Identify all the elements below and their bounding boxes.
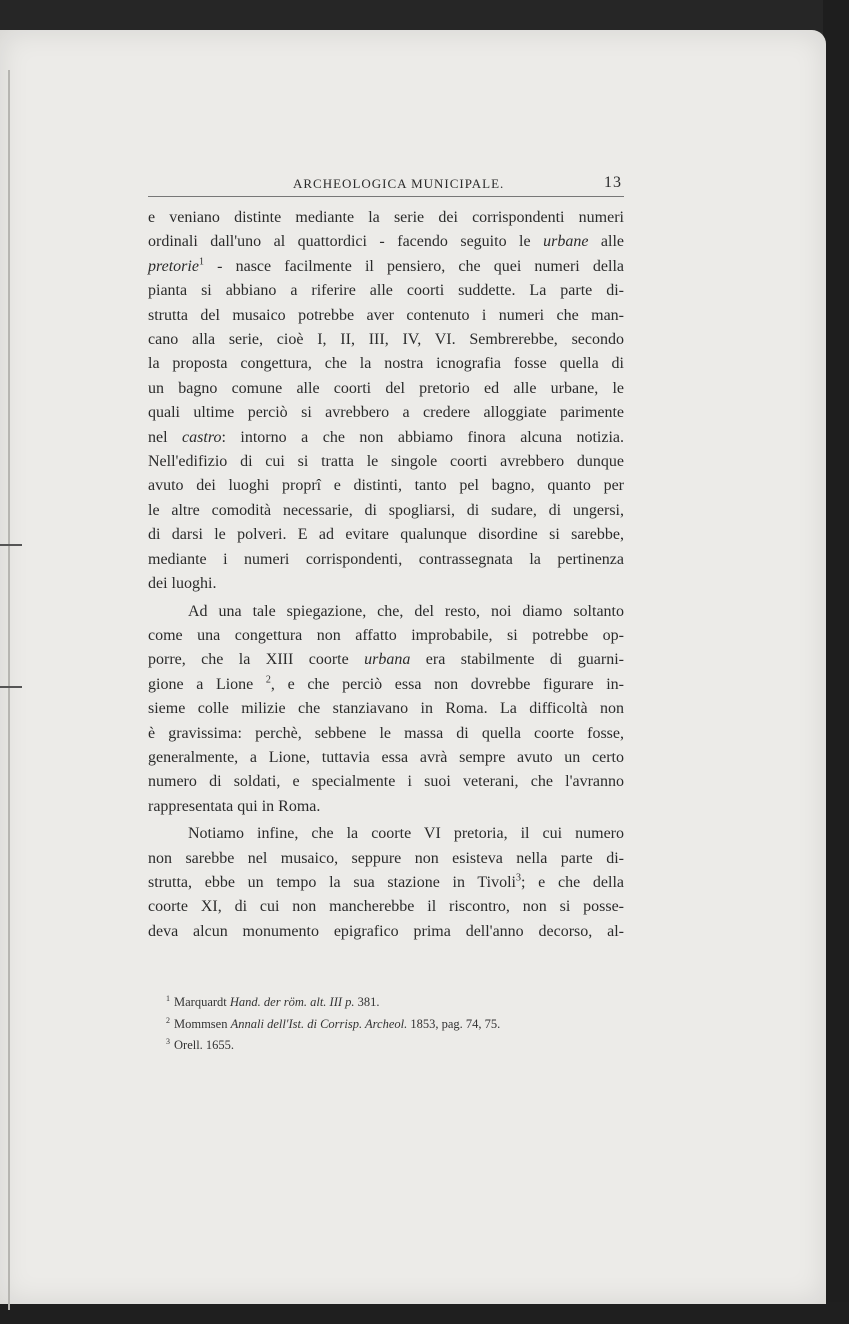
footnote-mark: 3 [166, 1037, 170, 1047]
scan-border-bottom [0, 1302, 849, 1324]
footnote-mark: 2 [166, 1015, 170, 1025]
text-line: le altre comodità necessarie, di spogliarsi, di sudare, di ungersi, [148, 501, 624, 519]
text-line: di darsi le polveri. E ad evitare qualunque disordine si sarebbe, [148, 526, 624, 544]
text-line: Nell'edifizio di cui si tratta le singole coorti avrebbero dunque [148, 453, 624, 471]
text-line: Notiamo infine, che la coorte VI pretoria, il cui numero [188, 825, 624, 843]
text-line: numero di soldati, e specialmente i suoi veterani, che l'avranno [148, 773, 624, 791]
text-line: porre, che la XIII coorte urbana era stabilmente di guarni- [148, 651, 624, 669]
running-title: ARCHEOLOGICA MUNICIPALE. [293, 176, 505, 191]
italic-word: urbane [543, 233, 589, 251]
scan-border-top [0, 0, 849, 32]
margin-mark [0, 544, 22, 546]
text-line: Ad una tale spiegazione, che, del resto, noi diamo soltanto [188, 602, 624, 620]
text-line: strutta, ebbe un tempo la sua stazione in Tivoli$^3$; e che della [148, 872, 625, 891]
text-line: sieme colle milizie che stanziavano in Roma. La difficoltà non [148, 700, 624, 718]
text-line: come una congettura non affatto improbabile, si potrebbe op- [148, 626, 624, 644]
footnote-ref: 3 [515, 872, 521, 884]
binding-edge [8, 70, 10, 1310]
text-line: è gravissima: perchè, sebbene le massa di quella coorte fosse, [148, 724, 624, 742]
text-line: non sarebbe nel musaico, seppure non esisteva nella parte di- [148, 849, 624, 867]
header-rule [148, 196, 624, 197]
text-line: pianta si abbiano a riferire alle coorti suddette. La parte di- [148, 282, 624, 300]
footnote: $^3$ Orell. 1655. [166, 1037, 235, 1053]
text-line: quali ultime perciò si avrebbero a credere alloggiate parimente [148, 404, 624, 422]
text-line: coorte XI, di cui non mancherebbe il riscontro, non si posse- [148, 898, 624, 916]
paragraph-1 [148, 206, 624, 597]
page-number: 13 [604, 174, 622, 191]
scan-border-right [823, 0, 849, 1324]
text-line: nel castro: intorno a che non abbiamo finora alcuna notizia. [148, 428, 624, 446]
footnotes [166, 990, 626, 1055]
text-line: mediante i numeri corrispondenti, contrassegnata la pertinenza [148, 550, 624, 568]
text-line: rappresentata qui in Roma. [148, 797, 321, 815]
text-line: ordinali dall'uno al quattordici - facendo seguito le urbane alle [148, 233, 624, 251]
footnote-ref: 1 [198, 256, 204, 268]
text-line: un bagno comune alle coorti del pretorio ed alle urbane, le [148, 379, 624, 397]
text-line: avuto dei luoghi proprî e distinti, tanto pel bagno, quanto per [148, 477, 624, 495]
italic-word: pretorie [148, 257, 199, 275]
text-line: dei luoghi. [148, 575, 217, 593]
running-head [148, 174, 624, 196]
text-line: pretorie$^1$ - nasce facilmente il pensiero, che quei numeri della [148, 256, 624, 275]
text-line: e veniano distinte mediante la serie dei corrispondenti numeri [148, 209, 624, 226]
text-line: cano alla serie, cioè I, II, III, IV, VI. Sembrerebbe, secondo [148, 331, 624, 349]
footnote-mark: 1 [166, 994, 170, 1003]
margin-mark [0, 686, 22, 688]
paragraph-3 [148, 822, 624, 944]
text-line: generalmente, a Lione, tuttavia essa avrà sempre avuto un certo [148, 748, 624, 766]
text-line: gione a Lione $^2$, e che perciò essa non dovrebbe figurare in- [148, 674, 625, 693]
body-text [148, 206, 624, 944]
text-line: strutta del musaico potrebbe aver contenuto i numeri che man- [148, 306, 624, 324]
italic-word: castro [182, 428, 222, 446]
footnote: $^1$ Marquardt Hand. der röm. alt. III p. 381. [166, 994, 380, 1010]
footnote: $^2$ Mommsen Annali dell'Ist. di Corrisp. Archeol. 1853, pag. 74, 75. [166, 1015, 501, 1031]
text-line: deva alcun monumento epigrafico prima dell'anno decorso, al- [148, 922, 624, 940]
text-line: la proposta congettura, che la nostra icnografia fosse quella di [148, 355, 624, 373]
italic-word: urbana [364, 651, 411, 669]
paragraph-2 [148, 600, 624, 820]
footnote-ref: 2 [265, 674, 271, 686]
